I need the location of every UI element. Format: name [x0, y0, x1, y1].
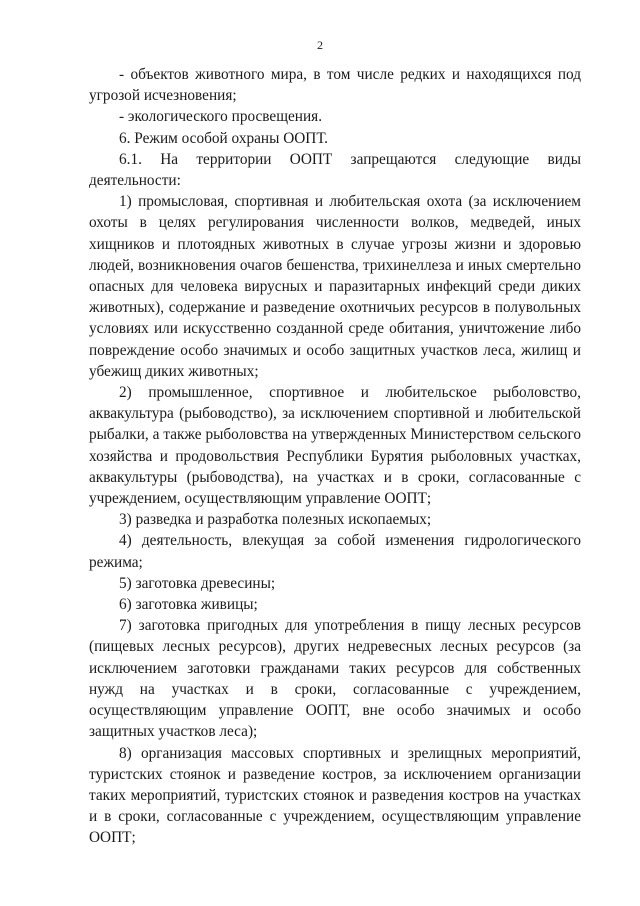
list-item-timber-harvesting: 5) заготовка древесины; — [119, 574, 276, 592]
list-item-hydrological-regime: 4) деятельность, влекущая за собой изменения гидрологического режима; — [89, 532, 581, 571]
paragraph-eco-education: - экологического просвещения. — [119, 108, 323, 126]
page-number: 2 — [317, 38, 323, 52]
list-item-mineral-exploration: 3) разведка и разработка полезных ископаемых; — [119, 511, 432, 529]
list-item-hunting: 1) промысловая, спортивная и любительская охота (за исключением охоты в целях регулирования численности волков, медведей, иных хищников и плотоядных животных в случае угрозы жизни и здоровью людей, возникновения очагов бешенства, трихинеллеза и иных смертельно опасных для человека вирусных и паразитарных инфекций среди диких животных), содержание и разведение охотничьих ресурсов в полувольных условиях или искусственно созданной среде обитания, уничтожение либо повреждение особо значимых и особо защитных участков леса, жилищ и убежищ диких животных; — [89, 193, 581, 380]
paragraph-prohibited-activities-intro: 6.1. На территории ООПТ запрещаются следующие виды деятельности: — [89, 150, 581, 190]
section-heading-protection-regime: 6. Режим особой охраны ООПТ. — [119, 129, 328, 147]
document-body — [89, 64, 581, 849]
list-item-mass-events: 8) организация массовых спортивных и зрелищных мероприятий, туристских стоянок и разведение костров, за исключением организации таких мероприятий, туристских стоянок и разведения костров на участках и в сроки, согласованные с учреждением, осуществляющим управление ООПТ; — [89, 744, 581, 847]
list-item-food-forest-resources: 7) заготовка пригодных для употребления в пищу лесных ресурсов (пищевых лесных ресурсов), других недревесных лесных ресурсов (за исключением заготовки гражданами таких ресурсов для собственных нужд на участках и в сроки, согласованные с учреждением, осуществляющим управление ООПТ, вне особо значимых и особо защитных участков леса); — [89, 617, 581, 741]
list-item-fishing: 2) промышленное, спортивное и любительское рыболовство, аквакультура (рыбоводство), за исключением спортивной и любительской рыбалки, а также рыболовства на утвержденных Министерством сельского хозяйства и продовольствия Республики Бурятия рыболовных участках, аквакультуры (рыбоводства), на участках и в сроки, согласованные с учреждением, осуществляющим управление ООПТ; — [89, 384, 581, 508]
paragraph-fauna-objects: - объектов животного мира, в том числе редких и находящихся под угрозой исчезновения; — [89, 66, 581, 105]
list-item-resin-harvesting: 6) заготовка живицы; — [119, 596, 258, 614]
